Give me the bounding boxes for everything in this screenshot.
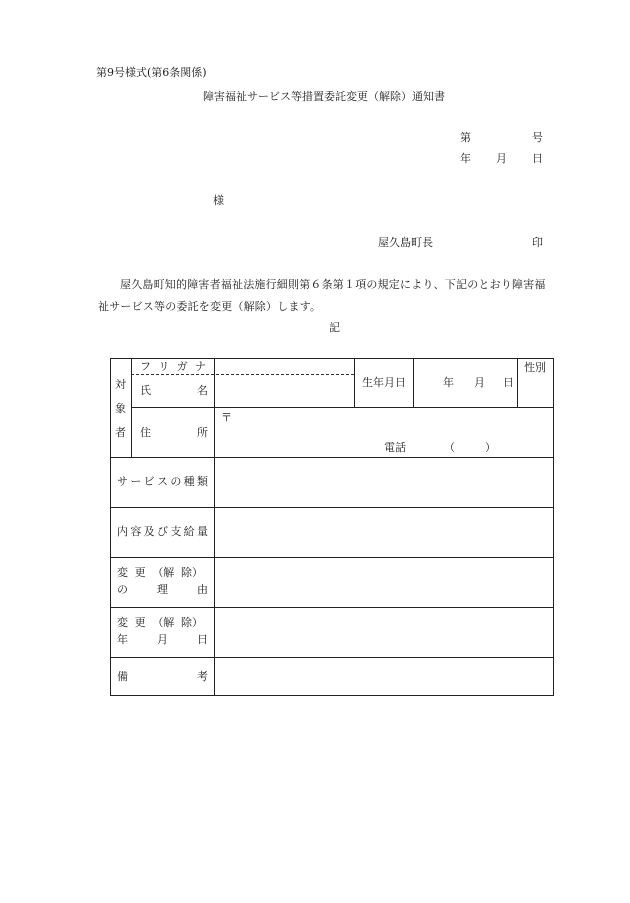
table-border-top	[110, 358, 554, 359]
phone-paren-open: （	[444, 441, 455, 454]
subject-label-3: 者	[115, 426, 126, 439]
subject-label-1: 対	[115, 378, 126, 391]
body-text-line-2: 祉サービス等の委託を変更（解除）します。	[98, 300, 322, 313]
doc-no-prefix: 第	[460, 131, 471, 144]
birthdate-label: 生年月日	[362, 376, 406, 389]
remarks-label: 備 考	[117, 670, 208, 683]
table-border-left	[110, 358, 111, 696]
birthdate-day-unit: 日	[503, 376, 514, 389]
doc-no-suffix: 号	[532, 131, 543, 144]
date-year-unit: 年	[460, 152, 471, 165]
service-type-label: サ ー ビ ス の 種 類	[117, 475, 208, 488]
furigana-label: フ リ ガ ナ	[140, 360, 206, 373]
content-label: 内 容 及 び 支 給 量	[117, 525, 208, 538]
reason-label-line-2: の 理 由	[117, 583, 208, 596]
postal-mark: 〒	[221, 411, 232, 424]
phone-paren-close: ）	[485, 441, 496, 454]
table-border-bottom	[110, 695, 554, 696]
ki-label: 記	[329, 321, 340, 334]
issuer-seal: 印	[532, 236, 543, 249]
subject-label-2: 象	[115, 402, 126, 415]
form-number: 第9号様式(第6条関係)	[96, 66, 207, 79]
date-day-unit: 日	[532, 152, 543, 165]
document-title: 障害福祉サービス等措置委託変更（解除）通知書	[203, 90, 445, 103]
name-label: 氏 名	[140, 384, 208, 397]
birthdate-month-unit: 月	[474, 376, 485, 389]
addressee-suffix: 様	[213, 194, 224, 207]
phone-label: 電話	[384, 441, 406, 454]
change-date-label-line-2: 年 月 日	[117, 633, 208, 646]
body-text-line-1: 屋久島町知的障害者福祉法施行細則第６条第１項の規定により、下記のとおり障害福	[120, 278, 546, 291]
issuer-name: 屋久島町長	[378, 236, 433, 249]
birthdate-year-unit: 年	[443, 376, 454, 389]
date-month-unit: 月	[496, 152, 507, 165]
sex-label: 性別	[524, 361, 546, 374]
address-label: 住 所	[140, 426, 208, 439]
table-border-right	[553, 358, 554, 696]
change-date-label-line-1: 変 更 （解 除）	[117, 616, 203, 629]
reason-label-line-1: 変 更 （解 除）	[117, 566, 203, 579]
